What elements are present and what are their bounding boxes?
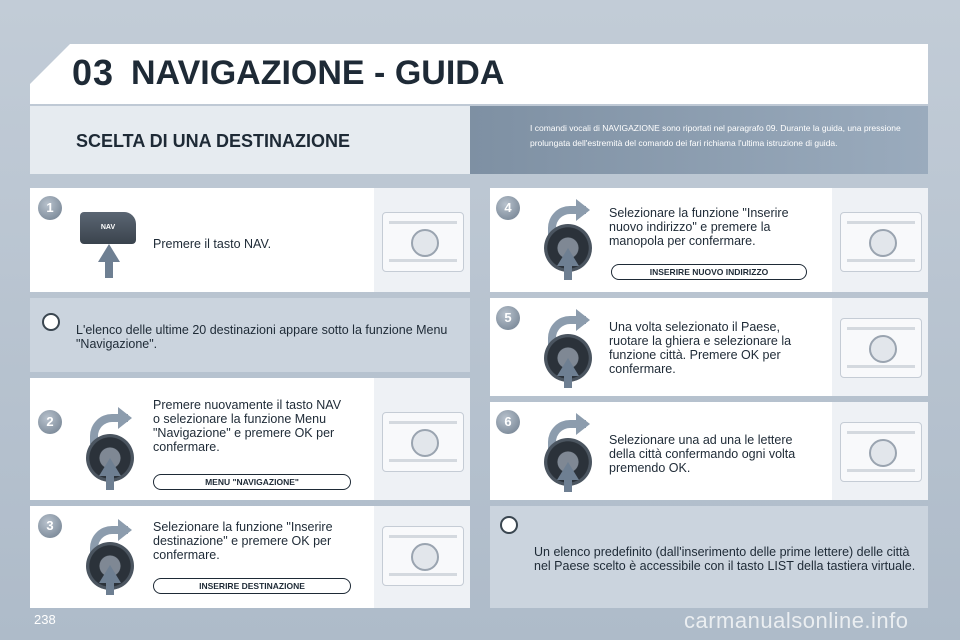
step-4-text: Selezionare la funzione "Inserire nuovo indirizzo" e premere la manopola per confermare. (609, 206, 789, 248)
dashboard-illustration (832, 188, 928, 292)
press-arrow-icon (557, 358, 579, 376)
inserire-destinazione-label: INSERIRE DESTINAZIONE (153, 578, 351, 594)
voice-note (470, 106, 928, 174)
nav-button-icon: NAV (80, 212, 136, 244)
press-arrow-stem (564, 480, 572, 492)
inserire-nuovo-indirizzo-label: INSERIRE NUOVO INDIRIZZO (611, 264, 807, 280)
tip-sun-icon (500, 516, 518, 534)
radio-panel (840, 212, 922, 272)
press-arrow-icon (557, 248, 579, 266)
tip-2-text: Un elenco predefinito (dall'inserimento delle prime lettere) delle città nel Paese scelto è accessibile con il tasto LIST della tastiera virtuale. (534, 545, 916, 573)
step-4-number: 4 (496, 196, 520, 220)
radio-panel (382, 212, 464, 272)
radio-panel (840, 318, 922, 378)
step-3-text: Selezionare la funzione "Inserire destinazione" e premere OK per confermare. (153, 520, 333, 562)
step-6-text: Selezionare una ad una le lettere della città confermando ogni volta premendo OK. (609, 433, 796, 475)
rotate-arrowhead-icon (576, 199, 590, 221)
press-arrow-stem (564, 376, 572, 388)
step-2-number: 2 (38, 410, 62, 434)
dashboard-illustration (374, 188, 470, 292)
press-arrow-stem (105, 262, 113, 278)
dashboard-illustration (832, 298, 928, 396)
rotate-arrowhead-icon (576, 413, 590, 435)
step-6-number: 6 (496, 410, 520, 434)
press-arrow-stem (106, 583, 114, 595)
step-5-number: 5 (496, 306, 520, 330)
radio-panel (840, 422, 922, 482)
step-1-text: Premere il tasto NAV. (153, 237, 272, 251)
voice-note-text: I comandi vocali di NAVIGAZIONE sono riportati nel paragrafo 09. Durante la guida, una pressione prolungata dell'estremità del comando dei fari richiama l'ultima istruzione di guida. (530, 123, 901, 148)
step-2-text: Premere nuovamente il tasto NAV o selezionare la funzione Menu "Navigazione" e premere OK per confermare. (153, 398, 342, 454)
radio-panel (382, 412, 464, 472)
tip-1-text: L'elenco delle ultime 20 destinazioni appare sotto la funzione Menu "Navigazione". (76, 323, 448, 351)
press-arrow-icon (99, 458, 121, 476)
press-arrow-icon (98, 244, 120, 262)
dashboard-illustration (374, 506, 470, 608)
dashboard-illustration (832, 402, 928, 500)
tip-sun-icon (42, 313, 60, 331)
dashboard-illustration (374, 378, 470, 500)
chapter-number: 03 (72, 52, 115, 93)
press-arrow-stem (106, 476, 114, 490)
press-arrow-stem (564, 266, 572, 280)
step-5-text: Una volta selezionato il Paese, ruotare la ghiera e selezionare la funzione città. Premere OK per confermare. (609, 320, 792, 376)
watermark: carmanualsonline.info (684, 608, 909, 633)
rotate-arrowhead-icon (118, 519, 132, 541)
rotate-arrowhead-icon (118, 407, 132, 429)
rotate-arrowhead-icon (576, 309, 590, 331)
step-1-number: 1 (38, 196, 62, 220)
page-title: NAVIGAZIONE - GUIDA (131, 54, 505, 92)
section-title: SCELTA DI UNA DESTINAZIONE (76, 131, 350, 151)
press-arrow-icon (99, 565, 121, 583)
page-number: 238 (34, 612, 56, 627)
menu-navigazione-label: MENU "NAVIGAZIONE" (153, 474, 351, 490)
step-3-number: 3 (38, 514, 62, 538)
press-arrow-icon (557, 462, 579, 480)
radio-panel (382, 526, 464, 586)
